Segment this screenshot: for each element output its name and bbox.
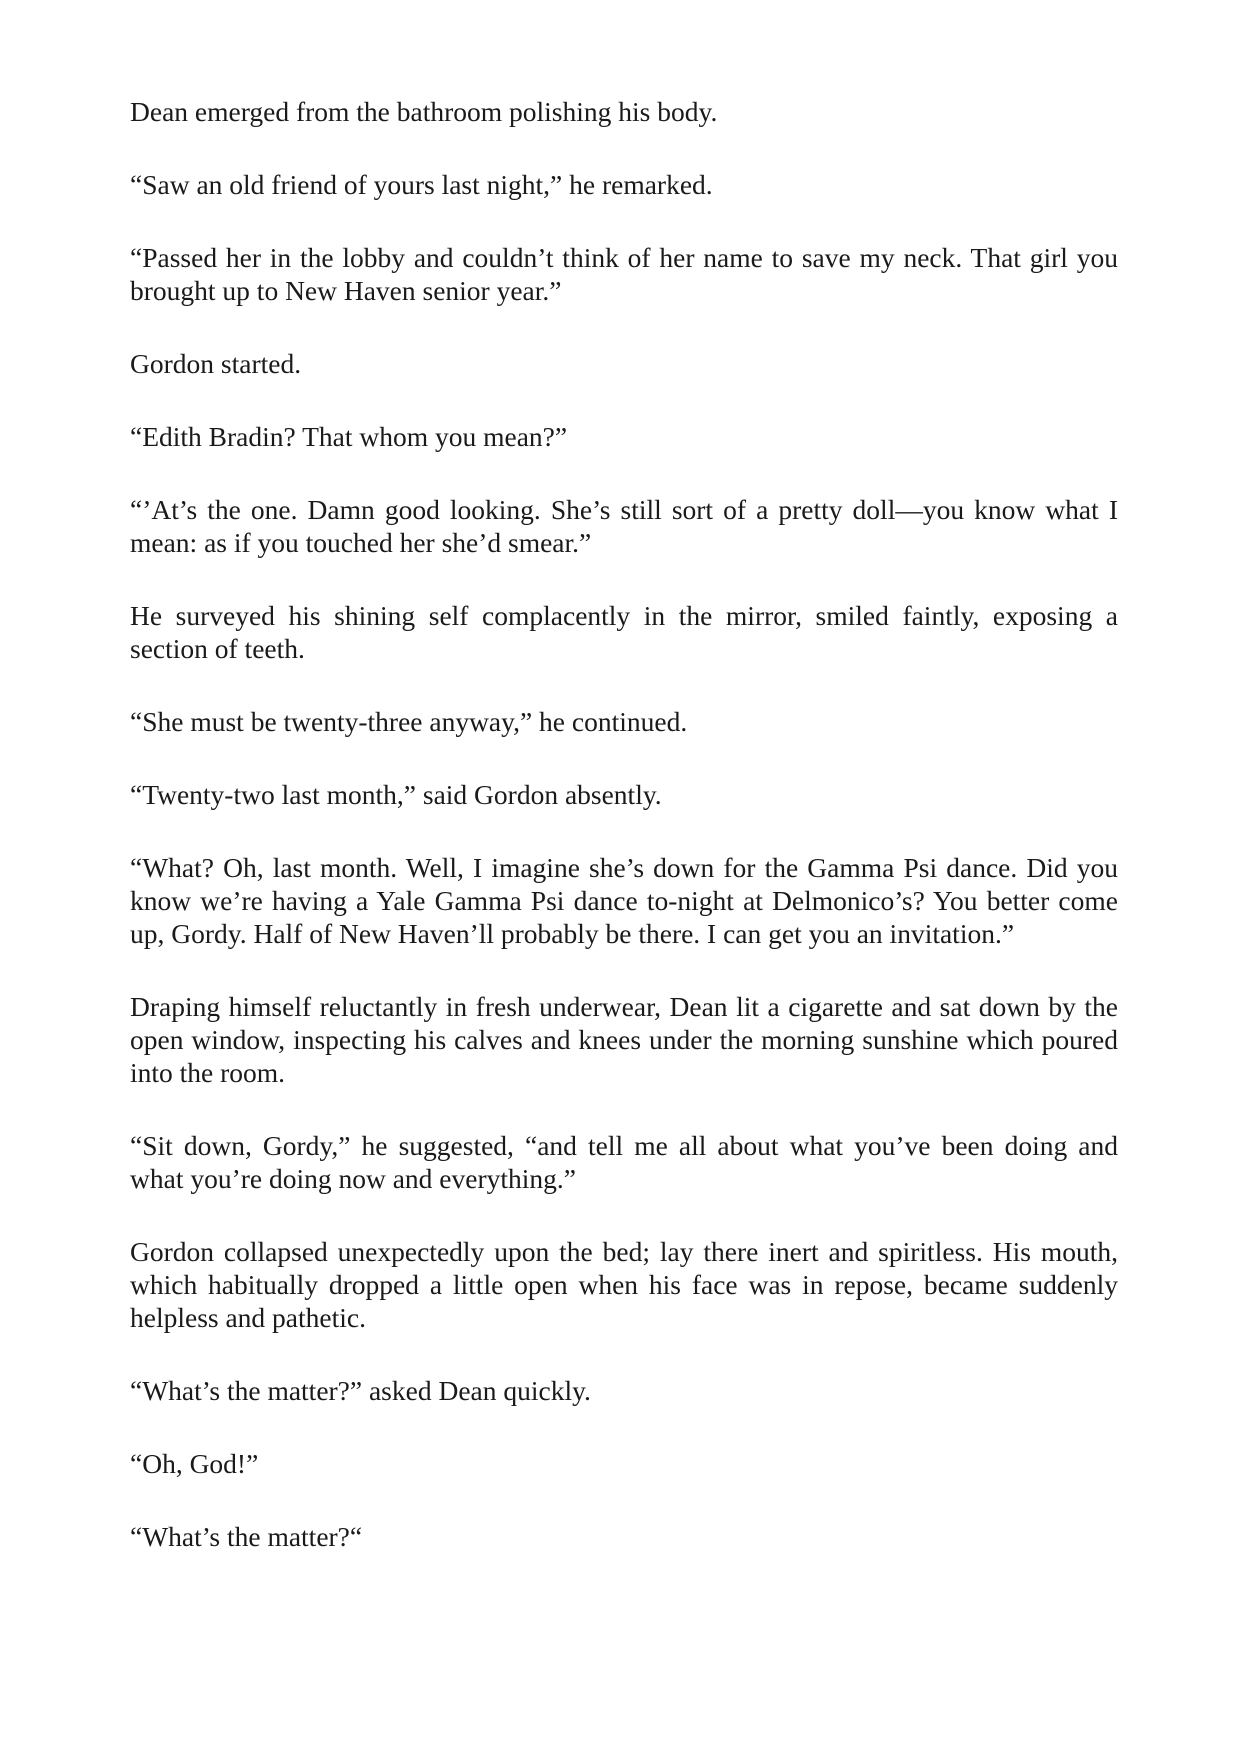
paragraph: Gordon collapsed unexpectedly upon the bed; lay there inert and spiritless. His mouth, which habitually dropped a little open when his face was in repose, became suddenly helpless and pathetic. — [130, 1236, 1118, 1333]
paragraph: “Sit down, Gordy,” he suggested, “and tell me all about what you’ve been doing and what you’re doing now and everything.” — [130, 1130, 1118, 1194]
paragraph: “’At’s the one. Damn good looking. She’s still sort of a pretty doll—you know what I mean: as if you touched her she’d smear.” — [130, 494, 1118, 558]
paragraph: “Saw an old friend of yours last night,” he remarked. — [130, 169, 713, 200]
paragraph: “What? Oh, last month. Well, I imagine she’s down for the Gamma Psi dance. Did you know we’re having a Yale Gamma Psi dance to-night at Delmonico’s? You better come up, Gordy. Half of New Haven’ll probably be there. I can get you an invitation.” — [130, 852, 1118, 949]
paragraph: “Twenty-two last month,” said Gordon absently. — [130, 779, 662, 810]
paragraph: Dean emerged from the bathroom polishing his body. — [130, 96, 718, 127]
paragraph: “She must be twenty-three anyway,” he continued. — [130, 706, 688, 737]
paragraph: He surveyed his shining self complacently in the mirror, smiled faintly, exposing a section of teeth. — [130, 600, 1118, 664]
paragraph: “Passed her in the lobby and couldn’t think of her name to save my neck. That girl you brought up to New Haven senior year.” — [130, 242, 1118, 306]
paragraph: Draping himself reluctantly in fresh underwear, Dean lit a cigarette and sat down by the open window, inspecting his calves and knees under the morning sunshine which poured into the room. — [130, 991, 1118, 1088]
paragraph: “Oh, God!” — [130, 1448, 259, 1479]
paragraph: “Edith Bradin? That whom you mean?” — [130, 421, 568, 452]
paragraph: “What’s the matter?“ — [130, 1521, 363, 1552]
paragraph: “What’s the matter?” asked Dean quickly. — [130, 1375, 591, 1406]
document-page — [130, 95, 1118, 1593]
paragraph: Gordon started. — [130, 348, 302, 379]
